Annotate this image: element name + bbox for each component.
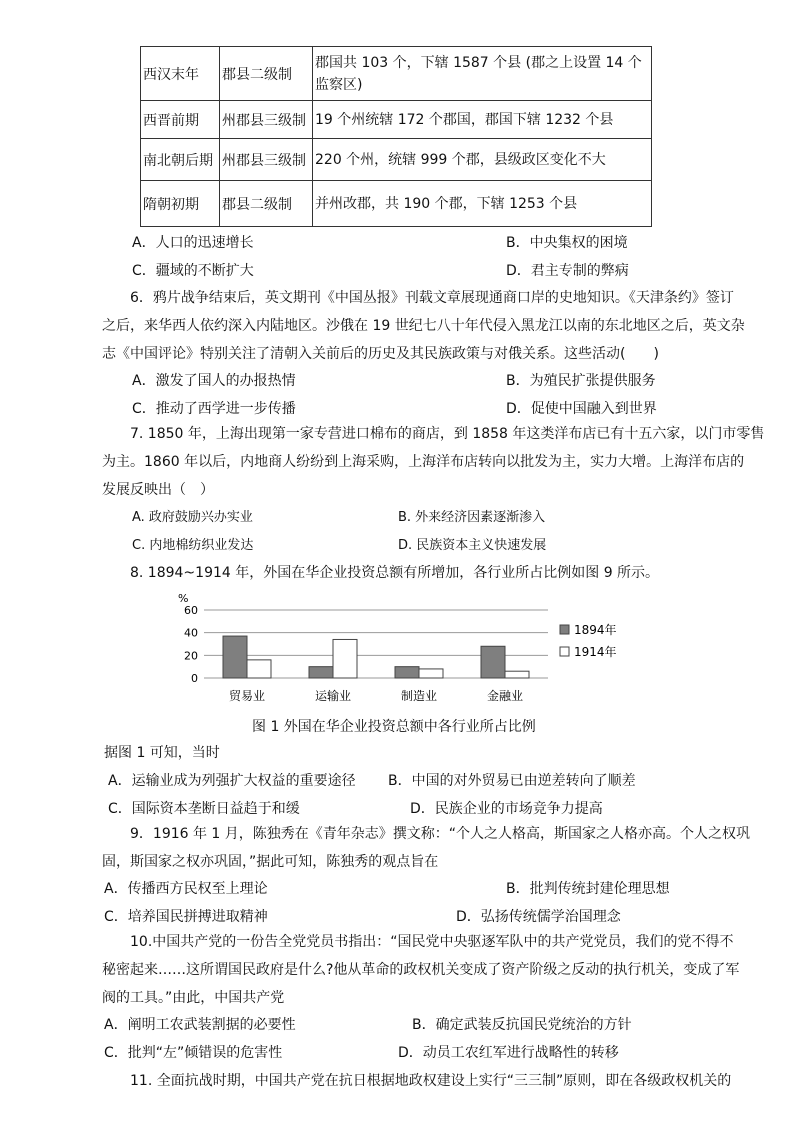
bar-1914年: [419, 669, 443, 678]
q7-stem: 7. 1850 年，上海出现第一家专营进口棉布的商店，到 1858 年这类洋布店已有十五六家，以门市零售 为主。1860 年以后，内地商人纷纷到上海采购，上海洋布店转向以批发为主，实力大增。上海洋布店的 发展反映出（ ）: [102, 426, 765, 498]
bar-1894年: [223, 636, 247, 678]
q5-option-a: A．人口的迅速增长: [132, 235, 254, 251]
bar-1894年: [481, 646, 505, 678]
x-tick-label: 金融业: [486, 689, 524, 703]
q10-option-c: C．批判“左”倾错误的危害性: [104, 1045, 283, 1061]
bar-1894年: [395, 667, 419, 678]
q8-option-d: D．民族企业的市场竞争力提高: [410, 801, 603, 817]
bar-1914年: [333, 639, 357, 678]
q5-option-b: B．中央集权的困境: [506, 235, 628, 251]
q10-option-b: B．确定武装反抗国民党统治的方针: [412, 1017, 632, 1033]
q6-option-d: D．促使中国融入到世界: [506, 401, 657, 417]
y-tick-label: 20: [184, 649, 198, 663]
q9-stem: 9．1916 年 1 月，陈独秀在《青年杂志》撰文称：“个人之人格高，斯国家之人格亦高。个人之权巩 固，斯国家之权亦巩固，”据此可知，陈独秀的观点旨在: [102, 826, 751, 870]
q7-option-c: C. 内地棉纺织业发达: [132, 538, 254, 553]
table-row: [141, 139, 652, 181]
prefecture-table: [140, 46, 652, 227]
q9-option-a: A．传播西方民权至上理论: [104, 881, 268, 897]
q6-option-a: A．激发了国人的办报热情: [132, 373, 296, 389]
table-cell: 南北朝后期: [141, 139, 220, 181]
table-cell: 州郡县三级制: [220, 139, 313, 181]
legend-swatch: [560, 647, 569, 656]
table-row: [141, 101, 652, 139]
q6-option-c: C．推动了西学进一步传播: [132, 401, 296, 417]
q10-option-a: A．阐明工农武装割据的必要性: [104, 1017, 296, 1033]
q8-option-a: A．运输业成为列强扩大权益的重要途径: [108, 773, 356, 789]
y-tick-label: 60: [184, 604, 198, 617]
table-row: [141, 181, 652, 227]
q8-stem: 8. 1894~1914 年，外国在华企业投资总额有所增加，各行业所占比例如图 9 所示。: [130, 565, 660, 581]
legend-swatch: [560, 625, 569, 634]
q9-option-c: C．培养国民拼搏进取精神: [104, 909, 268, 925]
investment-bar-chart: [168, 588, 638, 710]
table-cell: 西汉末年: [141, 47, 220, 101]
legend-label: 1894年: [574, 623, 617, 637]
q7-option-a: A. 政府鼓励兴办实业: [132, 510, 253, 525]
y-tick-label: 40: [184, 626, 198, 640]
q11-stem: 11. 全面抗战时期，中国共产党在抗日根据地政权建设上实行“三三制”原则，即在各级政权机关的: [130, 1073, 732, 1089]
table-cell: 220 个州，统辖 999 个郡，县级政区变化不大: [313, 139, 652, 181]
bar-1894年: [309, 667, 333, 678]
q6-option-b: B．为殖民扩张提供服务: [506, 373, 656, 389]
table-cell: 州郡县三级制: [220, 101, 313, 139]
x-tick-label: 运输业: [314, 689, 352, 703]
bar-1914年: [505, 671, 529, 678]
chart-caption: 图 1 外国在华企业投资总额中各行业所占比例: [252, 719, 536, 735]
q5-option-d: D．君主专制的弊病: [506, 263, 629, 279]
x-tick-label: 贸易业: [228, 689, 266, 703]
x-tick-label: 制造业: [400, 689, 438, 703]
table-cell: 郡县二级制: [220, 181, 313, 227]
table-cell: 隋朝初期: [141, 181, 220, 227]
legend-label: 1914年: [574, 645, 617, 659]
bar-1914年: [247, 660, 271, 678]
q5-option-c: C．疆域的不断扩大: [132, 263, 254, 279]
table-cell: 郡县二级制: [220, 47, 313, 101]
table-cell: 并州改郡，共 190 个郡，下辖 1253 个县: [313, 181, 652, 227]
table-cell: 19 个州统辖 172 个郡国，郡国下辖 1232 个县: [313, 101, 652, 139]
q8-option-b: B．中国的对外贸易已由逆差转向了顺差: [388, 773, 636, 789]
q8-lead: 据图 1 可知，当时: [104, 745, 220, 761]
q9-option-d: D．弘扬传统儒学治国理念: [456, 909, 621, 925]
table-cell: 西晋前期: [141, 101, 220, 139]
q9-option-b: B．批判传统封建伦理思想: [506, 881, 670, 897]
q7-option-b: B. 外来经济因素逐渐渗入: [398, 510, 546, 525]
y-tick-label: 0: [191, 672, 198, 685]
table-row: [141, 47, 652, 101]
q10-option-d: D．动员工农红军进行战略性的转移: [398, 1045, 619, 1061]
q6-stem: 6．鸦片战争结束后，英文期刊《中国丛报》刊载文章展现通商口岸的史地知识。《天津条约》签订 之后，来华西人依约深入内陆地区。沙俄在 19 世纪七八十年代侵入黑龙江以南的东北地区之后，英文杂 志《中国评论》特别关注了清朝入关前后的历史及其民族政策与对俄关系。这些活动( ): [102, 290, 745, 362]
q8-option-c: C．国际资本垄断日益趋于和缓: [108, 801, 300, 817]
y-axis-label: %: [178, 592, 189, 605]
table-cell: 郡国共 103 个，下辖 1587 个县 (郡之上设置 14 个监察区): [313, 47, 652, 101]
q7-option-d: D. 民族资本主义快速发展: [398, 538, 547, 553]
q10-stem: 10.中国共产党的一份告全党党员书指出：“国民党中央驱逐军队中的共产党党员，我们的党不得不 秘密起来……这所谓国民政府是什么?他从革命的政权机关变成了资产阶级之反动的执行机关，变成了军 阀的工具。”由此，中国共产党: [102, 934, 740, 1006]
